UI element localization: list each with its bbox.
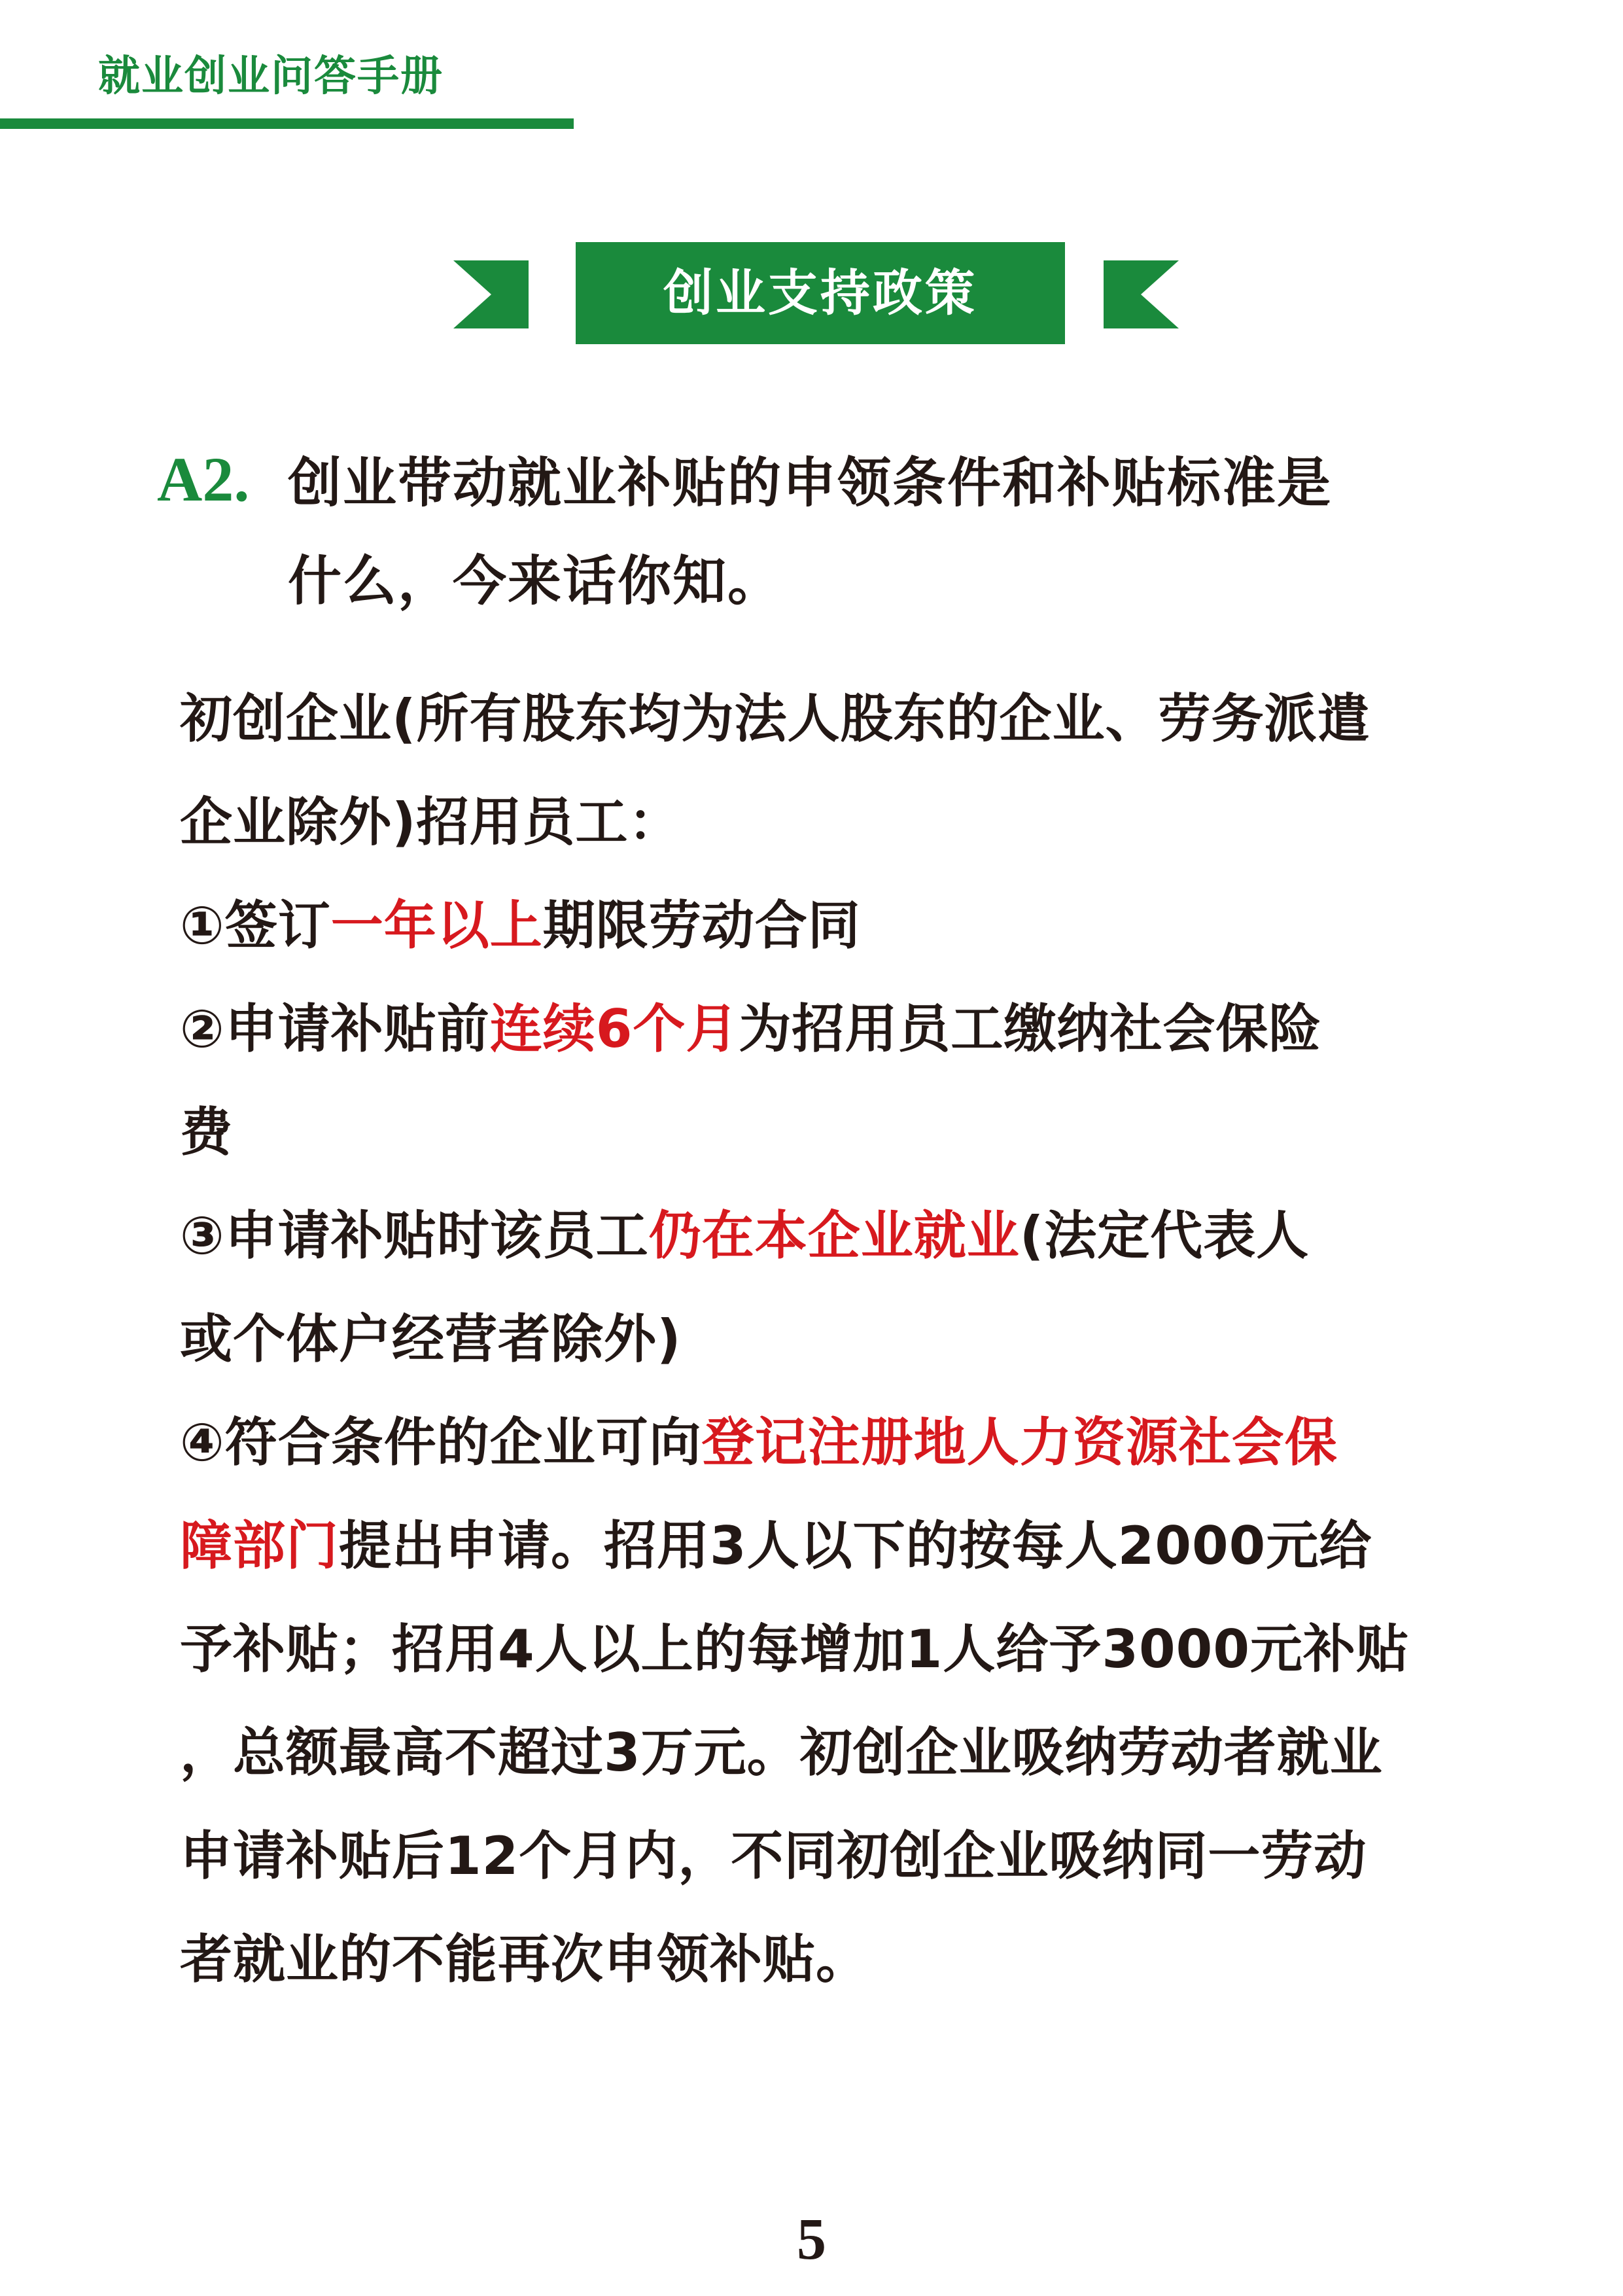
question-line-2: 什么，今来话你知。: [288, 550, 783, 612]
question-heading: [288, 434, 1452, 631]
condition-item-4: [180, 1391, 1462, 1494]
item-text: ①签订: [180, 895, 331, 956]
question-line-1: 创业带动就业补贴的申领条件和补贴标准是: [288, 452, 1333, 514]
page-number: 5: [797, 2207, 826, 2272]
condition-item-3: [180, 1184, 1462, 1288]
item-text: 提出申请。招用3人以下的按每人2000元给: [339, 1515, 1372, 1576]
body-line: 企业除外)招用员工：: [180, 792, 682, 853]
running-header-title: 就业创业问答手册: [98, 52, 444, 101]
body-line: ，总额最高不超过3万元。初创企业吸纳劳动者就业: [180, 1722, 1383, 1783]
condition-item-4-cont: [180, 1494, 1462, 1598]
item-text: 为招用员工缴纳社会保险: [739, 998, 1322, 1059]
section-banner-title: 创业支持政策: [663, 264, 977, 322]
condition-item-3-cont: 或个体户经营者除外): [180, 1309, 682, 1369]
item-text: ③申请补贴时该员工: [180, 1205, 649, 1266]
item-text: ④符合条件的企业可向: [180, 1412, 702, 1473]
answer-body: [180, 667, 1462, 2011]
body-line: 初创企业(所有股东均为法人股东的企业、劳务派遣: [180, 688, 1370, 749]
item-text: 期限劳动合同: [542, 895, 861, 956]
highlight-text: 登记注册地人力资源社会保: [701, 1412, 1338, 1473]
item-text: ②申请补贴前: [180, 998, 490, 1059]
body-line: 者就业的不能再次申领补贴。: [180, 1929, 869, 1990]
header-rule: [0, 118, 574, 129]
item-text: (法定代表人: [1019, 1205, 1310, 1266]
highlight-text: 一年以上: [330, 895, 543, 956]
highlight-text: 障部门: [180, 1515, 339, 1576]
condition-item-2: [180, 978, 1462, 1081]
body-line: 予补贴；招用4人以上的每增加1人给予3000元补贴: [180, 1619, 1409, 1680]
banner-left-chevron-icon: [453, 260, 529, 328]
highlight-text: 仍在本企业就业: [648, 1205, 1020, 1266]
condition-item-1: [180, 874, 1462, 978]
condition-item-2-cont: 费: [180, 1102, 233, 1163]
body-line: 申请补贴后12个月内，不同初创企业吸纳同一劳动: [180, 1826, 1367, 1886]
section-banner: [576, 242, 1065, 344]
question-number: A2.: [157, 444, 250, 514]
banner-right-chevron-icon: [1104, 260, 1179, 328]
highlight-text: 连续6个月: [489, 998, 739, 1059]
